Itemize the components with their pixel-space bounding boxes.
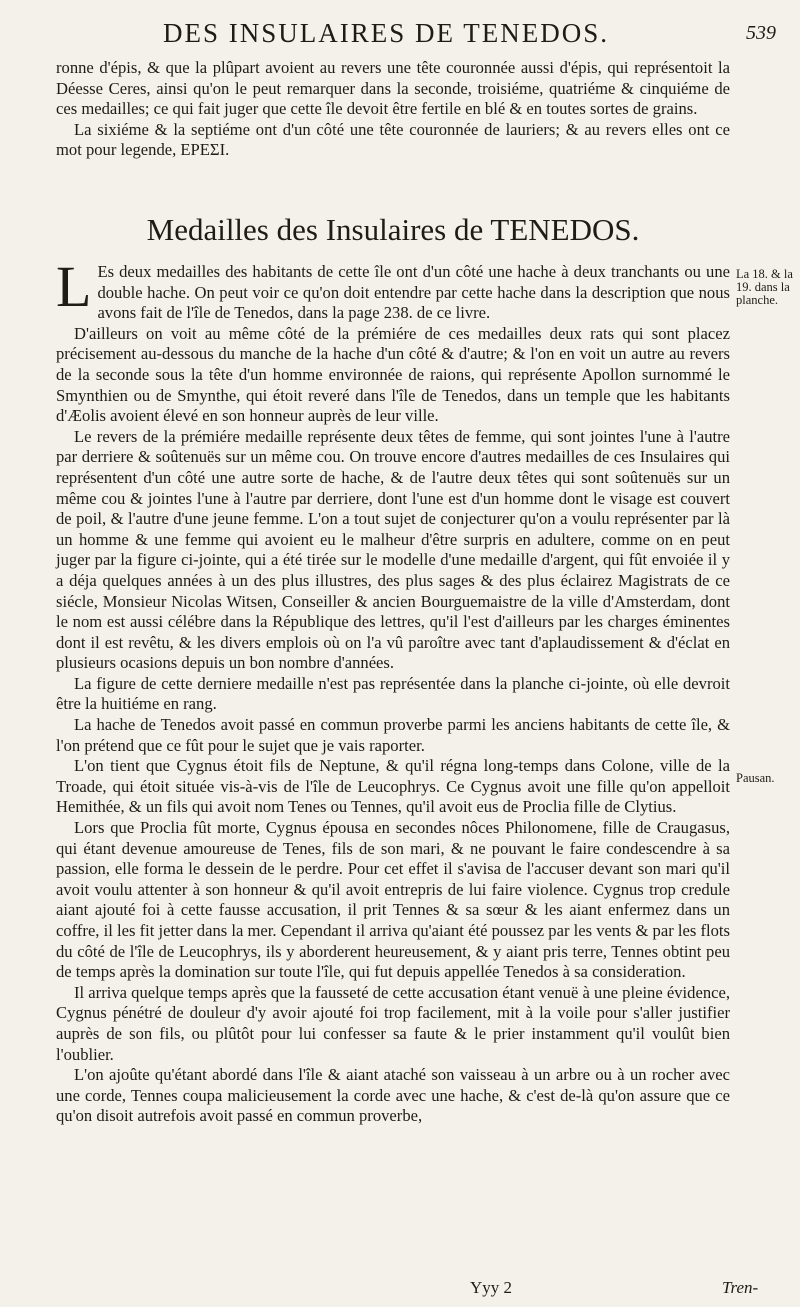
- paragraph: Lors que Proclia fût morte, Cygnus épousa en secondes nôces Philonomene, fille de Craugasus, qui étant devenue amoureuse de Tenes, fils de son mari, & ne pouvant le faire condescendre à sa passion, elle forma le dessein de le perdre. Pour cet effet il s'avisa de l'accuser devant son mari qu'il avoit voulu attenter à son honneur & qu'il avoit entrepris de lui faire violence. Cygnus trop credule aiant ajouté foi à cette fausse accusation, il prit Tennes & sa sœur & les aiant enfermez dans un coffre, il les fit jetter dans la mer. Cependant il arriva qu'aiant été poussez par les vents & par les flots du côté de l'île de Leucophrys, ils y aborderent heureusement, & y aiant pris terre, Tennes obtint peu de temps après la domination sur toute l'île, qui fut depuis appellée Tenedos à sa consideration.: [56, 818, 730, 982]
- paragraph: Le revers de la prémiére medaille représente deux têtes de femme, qui sont jointes l'une à l'autre par derriere & soûtenuës sur un même cou. On trouve encore d'autres medailles de ces Insulaires qui représentent d'un côté une autre sorte de hache, & de l'autre deux têtes qui sont soûtenuës sur un même cou & jointes l'une à l'autre par derriere, dont l'une est d'un homme dont le visage est couvert de poil, & l'autre d'une jeune femme. L'on a tout sujet de conjecturer qu'on a voulu représenter par là un homme & une femme qui avoient eu le malheur d'être surpris en adultere, comme on en peut juger par la figure ci-jointe, qui a été tirée sur le modelle d'une medaille d'argent, qui fût envoiée il y a déja quelques années à un des plus illustres, des plus sages & des plus éclairez Magistrats de ce siécle, Monsieur Nicolas Witsen, Conseiller & ancien Bourguemaistre de la ville d'Amsterdam, dont le nom est aussi célébre dans la République des lettres, qu'il l'est d'ailleurs par les charges éminentes dont il est revêtu, & les divers emplois où on l'a vû paroître avec tant d'aplaudissement & d'éclat en plusieurs ocasions depuis un bon nombre d'années.: [56, 426, 730, 673]
- paragraph-text: Es deux medailles des habitants de cette île ont d'un côté une hache à deux tranchants ou une double hache. On peut voir ce qu'on doit entendre par cette hache dans la description que nous avons fait de l'île de Tenedos, dans la page 238. de ce livre.: [97, 262, 730, 323]
- paragraph: L'on ajoûte qu'étant abordé dans l'île & aiant ataché son vaisseau à un arbre ou à un rocher avec une corde, Tennes coupa malicieusement la corde avec une hache, & c'est de-là qu'on assure que ce qu'on disoit autrefois avoit passé en commun proverbe,: [56, 1065, 730, 1126]
- intro-text: [56, 58, 730, 161]
- margin-note-plate: La 18. & la 19. dans la planche.: [736, 267, 793, 307]
- paragraph: La figure de cette derniere medaille n'est pas représentée dans la planche ci-jointe, où elle devroit être la huitiéme en rang.: [56, 673, 730, 714]
- running-head: DES INSULAIRES DE TENEDOS.: [162, 18, 609, 48]
- page-number: 539: [746, 22, 776, 44]
- paragraph: Il arriva quelque temps après que la fausseté de cette accusation étant venuë à une pleine évidence, Cygnus pénétré de douleur d'y avoir ajouté foi trop facilement, mit à la voile pour s'aller justifier auprès de son fils, ou plûtôt pour lui confesser sa faute & le prier instamment qu'il voulût bien l'oublier.: [56, 982, 730, 1064]
- paragraph: La sixiéme & la septiéme ont d'un côté une tête couronnée de lauriers; & au revers elles ont ce mot pour legende, ΕΡΕΣΙ.: [56, 119, 730, 160]
- paragraph: ronne d'épis, & que la plûpart avoient au revers une tête couronnée aussi d'épis, qui représentoit la Déesse Ceres, ainsi qu'on le peut remarquer dans la seconde, troisiéme, quatriéme & cinquiéme de ces medailles; ce qui fait juger que cette île devoit être fertile en blé & en toutes sortes de grains.: [56, 58, 730, 119]
- page-header: [56, 12, 776, 54]
- main-text: [56, 254, 730, 1127]
- drop-cap: L: [56, 254, 92, 319]
- margin-note-source: Pausan.: [736, 771, 775, 785]
- catchword: Tren-: [722, 1278, 759, 1297]
- section-title: Medailles des Insulaires de TENEDOS.: [146, 212, 640, 247]
- paragraph: La hache de Tenedos avoit passé en commun proverbe parmi les anciens habitants de cette île, & l'on prétend que ce fût pour le sujet que je vais raporter.: [56, 715, 730, 755]
- signature-mark: Yyy 2: [470, 1278, 513, 1297]
- paragraph: L'on tient que Cygnus étoit fils de Neptune, & qu'il régna long-temps dans Colone, ville de la Troade, qui étoit située vis-à-vis de l'île de Leucophrys. Ce Cygnus avoit une fille qu'on appelloit Hemithée, & un fils qui avoit nom Tenes ou Tennes, qu'il avoit eus de Proclia fille de Clytius.: [56, 756, 730, 817]
- paragraph-with-dropcap: [56, 254, 730, 324]
- paragraph: D'ailleurs on voit au même côté de la prémiére de ces medailles deux rats qui sont placez précisement au-dessous du manche de la hache d'un côté & d'autre; & l'on en voit un autre au revers de la seconde sous la tête d'un homme environnée de raions, qui représente Apollon surnommé le Smynthien ou de Smynthe, qui étoit reveré dans l'île de Tenedos, dans un temple que les habitants d'Æolis avoient élevé en son honneur auprès de leur ville.: [56, 323, 730, 426]
